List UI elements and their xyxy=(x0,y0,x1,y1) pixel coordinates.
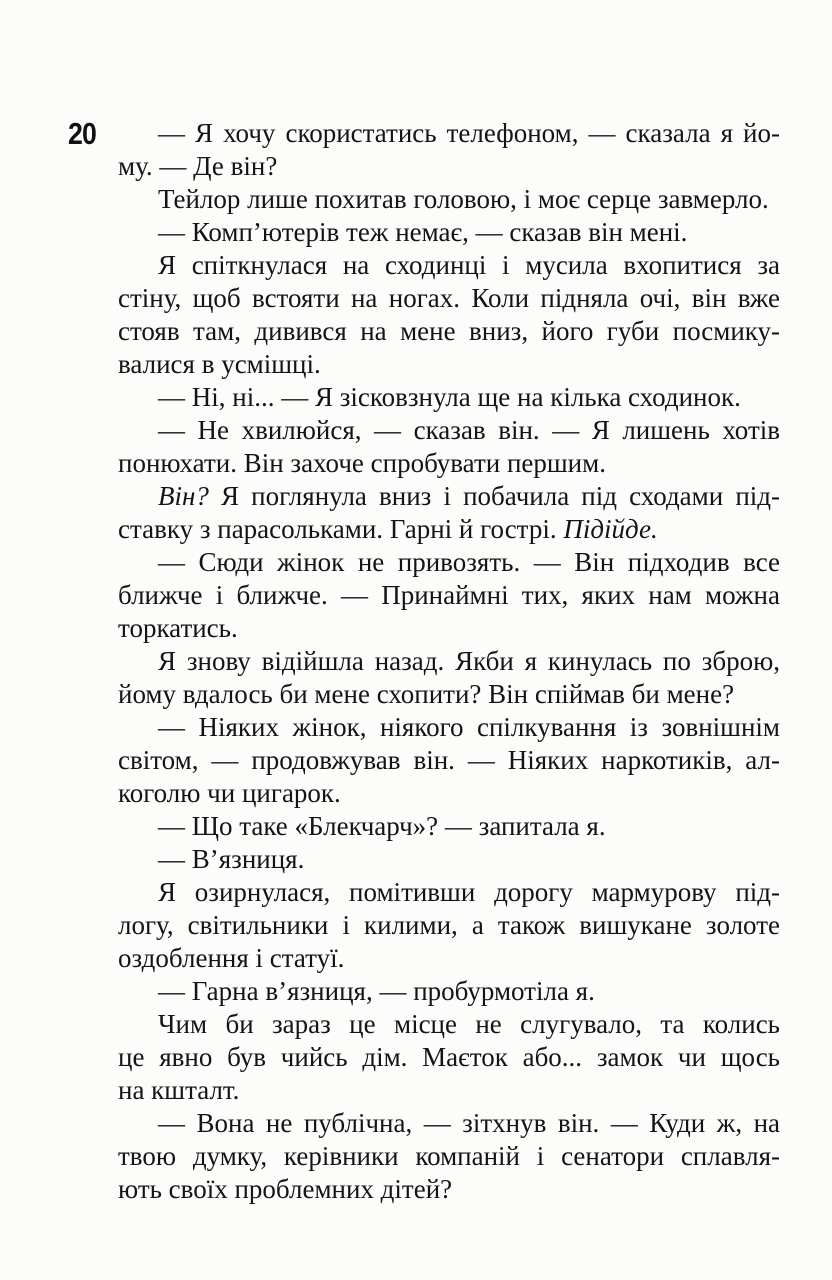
text-line: Я озирнулася, помітивши дорогу мармурову під- xyxy=(158,877,780,907)
text-segment: Я поглянула вниз і побачила під сходами під- xyxy=(208,481,780,511)
text-line: логу, світильники і килими, а також вишукане золоте xyxy=(118,910,780,940)
text-line: торкатись. xyxy=(118,613,238,643)
text-line: Чим би зараз це місце не слугувало, та колись xyxy=(158,1009,780,1039)
text-line: Тейлор лише похитав головою, і моє серце завмерло. xyxy=(158,184,769,214)
page-number: 20 xyxy=(68,116,96,151)
text-line: твою думку, керівники компаній і сенатори сплавля- xyxy=(118,1141,780,1171)
text-line: валися в усмішці. xyxy=(118,349,321,379)
text-line xyxy=(118,513,780,546)
page-text xyxy=(118,117,780,1206)
text-line: — В’язниця. xyxy=(158,844,305,874)
text-line: оздоблення і статуї. xyxy=(118,943,345,973)
text-line: — Сюди жінок не привозять. — Він підходив все xyxy=(158,547,780,577)
text-line: це явно був чийсь дім. Маєток або... замок чи щось xyxy=(118,1042,780,1072)
text-line: коголю чи цигарок. xyxy=(118,778,341,808)
text-line: стояв там, дивився на мене вниз, його губи посмику- xyxy=(118,316,780,346)
text-line: на кшталт. xyxy=(118,1075,240,1105)
italic-word: Він? xyxy=(158,481,209,511)
text-line: — Ні, ні... — Я зісковзнула ще на кілька сходинок. xyxy=(158,382,741,412)
text-line: — Вона не публічна, — зітхнув він. — Куди ж, на xyxy=(158,1108,780,1138)
text-line: Я знову відійшла назад. Якби я кинулась по зброю, xyxy=(158,646,780,676)
text-line: — Я хочу скористатись телефоном, — сказала я йо- xyxy=(158,118,780,148)
text-line: — Ніяких жінок, ніякого спілкування із зовнішнім xyxy=(158,712,780,742)
text-line: понюхати. Він захоче спробувати першим. xyxy=(118,448,606,478)
text-line xyxy=(118,480,780,513)
italic-word: Підійде. xyxy=(563,514,658,544)
text-line: — Гарна в’язниця, — пробурмотіла я. xyxy=(158,976,595,1006)
text-line: йому вдалось би мене схопити? Він спіймав би мене? xyxy=(118,679,735,709)
text-line: ближче і ближче. — Принаймні тих, яких нам можна xyxy=(118,580,780,610)
text-line: стіну, щоб встояти на ногах. Коли підняла очі, він вже xyxy=(118,283,780,313)
text-line: Я спіткнулася на сходинці і мусила вхопитися за xyxy=(158,250,780,280)
text-line: світом, — продовжував він. — Ніяких наркотиків, ал- xyxy=(118,745,780,775)
text-line: — Не хвилюйся, — сказав він. — Я лишень хотів xyxy=(158,415,780,445)
text-line: ють своїх проблемних дітей? xyxy=(118,1174,453,1204)
text-line: — Що таке «Блекчарч»? — запитала я. xyxy=(158,811,606,841)
text-line: му. — Де він? xyxy=(118,151,278,181)
text-segment: ставку з парасольками. Гарні й гострі. xyxy=(118,514,564,544)
text-line: — Комп’ютерів теж немає, — сказав він мені. xyxy=(158,217,688,247)
